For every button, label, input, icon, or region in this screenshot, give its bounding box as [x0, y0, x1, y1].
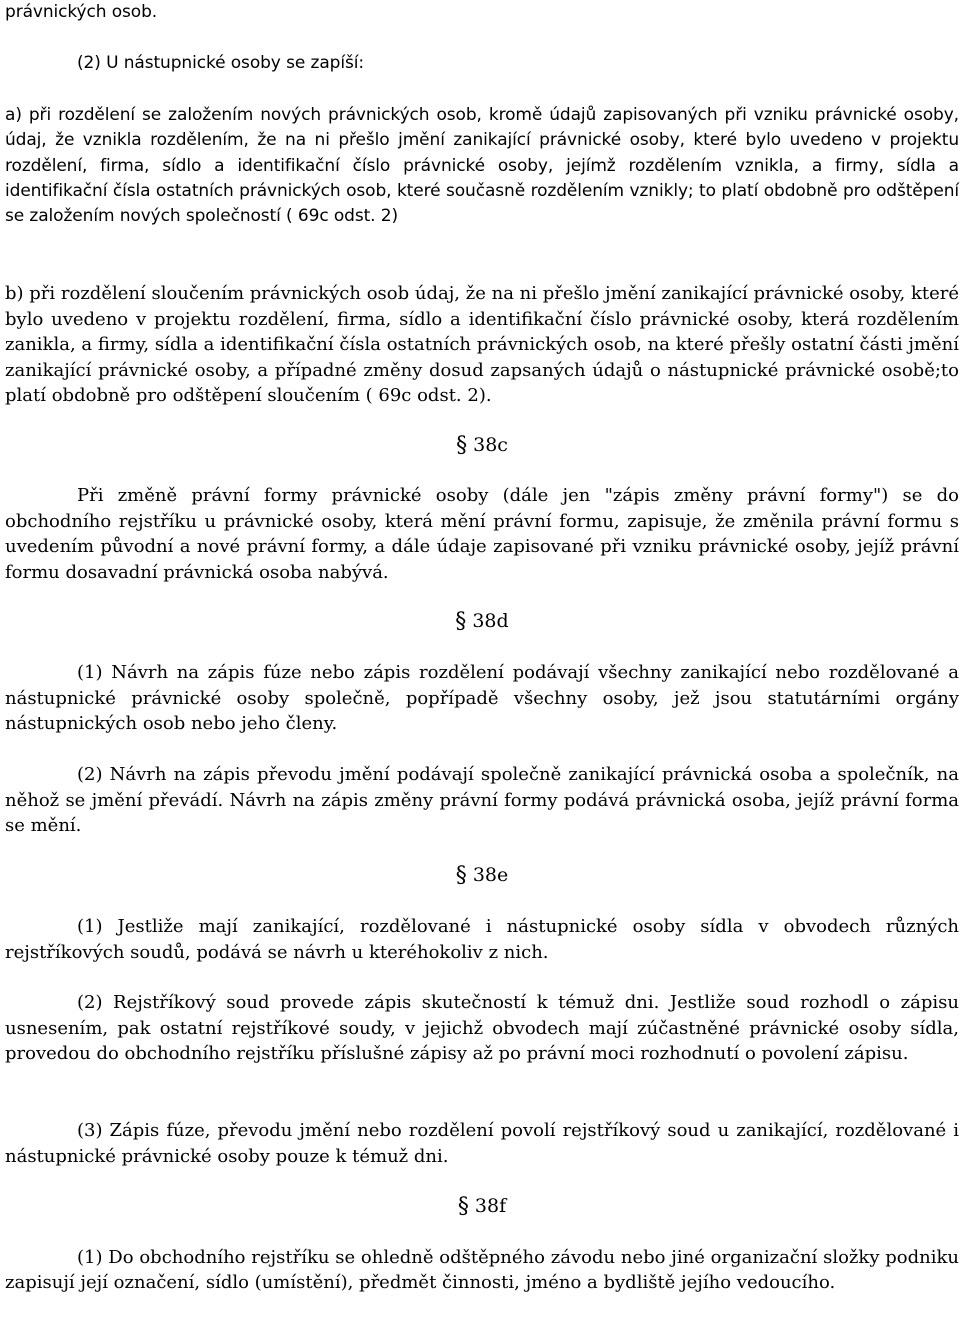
section-number: 38d	[472, 610, 509, 632]
section-heading-38c	[5, 433, 959, 458]
paragraph-38d-1: (1) Návrh na zápis fúze nebo zápis rozdělení podávají všechny zanikající nebo rozdělované a nástupnické právnické osoby společně, popřípadě všechny osoby, jež jsou statutárními orgány nástupnických osob nebo jeho členy.	[5, 662, 959, 735]
paragraph-38f-1: (1) Do obchodního rejstříku se ohledně odštěpného závodu nebo jiné organizační složky podniku zapisují její označení, sídlo (umístění), předmět činnosti, jméno a bydliště jejího vedoucího.	[5, 1247, 959, 1294]
section-sign-icon: §	[455, 609, 467, 634]
section-sign-icon: §	[457, 1194, 469, 1219]
section-sign-icon: §	[456, 433, 468, 458]
paragraph-38e-3: (3) Zápis fúze, převodu jmění nebo rozdělení povolí rejstříkový soud u zanikající, rozdělované i nástupnické právnické osoby pouze k témuž dni.	[5, 1120, 959, 1167]
paragraph-2-intro: (2) U nástupnické osoby se zapíší:	[77, 53, 364, 73]
paragraph-38e-1: (1) Jestliže mají zanikající, rozdělované i nástupnické osoby sídla v obvodech různých rejstříkových soudů, podává se návrh u kteréhokoliv z nich.	[5, 916, 959, 963]
paragraph-continuation: právnických osob.	[5, 2, 158, 22]
section-number: 38f	[474, 1195, 507, 1217]
paragraph-38c: Při změně právní formy právnické osoby (dále jen "zápis změny právní formy") se do obchodního rejstříku u právnické osoby, která mění právní formu, zapisuje, že změnila právní formu s uvedením původní a nové právní formy, a dále údaje zapisované při vzniku právnické osoby, jejíž právní formu dosavadní právnická osoba nabývá.	[5, 485, 959, 583]
section-sign-icon: §	[455, 863, 467, 888]
paragraph-a: a) při rozdělení se založením nových právnických osob, kromě údajů zapisovaných při vzniku právnické osoby, údaj, že vznikla rozdělením, že na ni přešlo jmění zanikající právnické osoby, které bylo uvedeno v projektu rozdělení, firma, sídlo a identifikační číslo právnické osoby, jejímž rozdělením vznikla, a firmy, sídla a identifikační čísla ostatních právnických osob, které současně rozdělením vznikly; to platí obdobně pro odštěpení se založením nových společností ( 69c odst. 2)	[5, 105, 959, 227]
paragraph-b: b) při rozdělení sloučením právnických osob údaj, že na ni přešlo jmění zanikající právnické osoby, které bylo uvedeno v projektu rozdělení, firma, sídlo a identifikační číslo právnické osoby, která rozdělením zanikla, a firmy, sídla a identifikační čísla ostatních právnických osob, na které přešly ostatní části jmění zanikající právnické osoby, a případné změny dosud zapsaných údajů o nástupnické právnické osobě;to platí obdobně pro odštěpení sloučením ( 69c odst. 2).	[5, 283, 959, 407]
section-number: 38e	[472, 864, 509, 886]
section-heading-38e	[5, 863, 959, 888]
paragraph-38d-2: (2) Návrh na zápis převodu jmění podávají společně zanikající právnická osoba a společník, na něhož se jmění převádí. Návrh na zápis změny právní formy podává právnická osoba, jejíž právní forma se mění.	[5, 764, 959, 837]
paragraph-38e-2: (2) Rejstříkový soud provede zápis skutečností k témuž dni. Jestliže soud rozhodl o zápisu usnesením, pak ostatní rejstříkové soudy, v jejichž obvodech mají zúčastněné právnické osoby sídla, provedou do obchodního rejstříku příslušné zápisy až po právní moci rozhodnutí o povolení zápisu.	[5, 992, 959, 1065]
section-heading-38f	[5, 1194, 959, 1219]
section-heading-38d	[5, 609, 959, 634]
section-number: 38c	[473, 434, 508, 456]
